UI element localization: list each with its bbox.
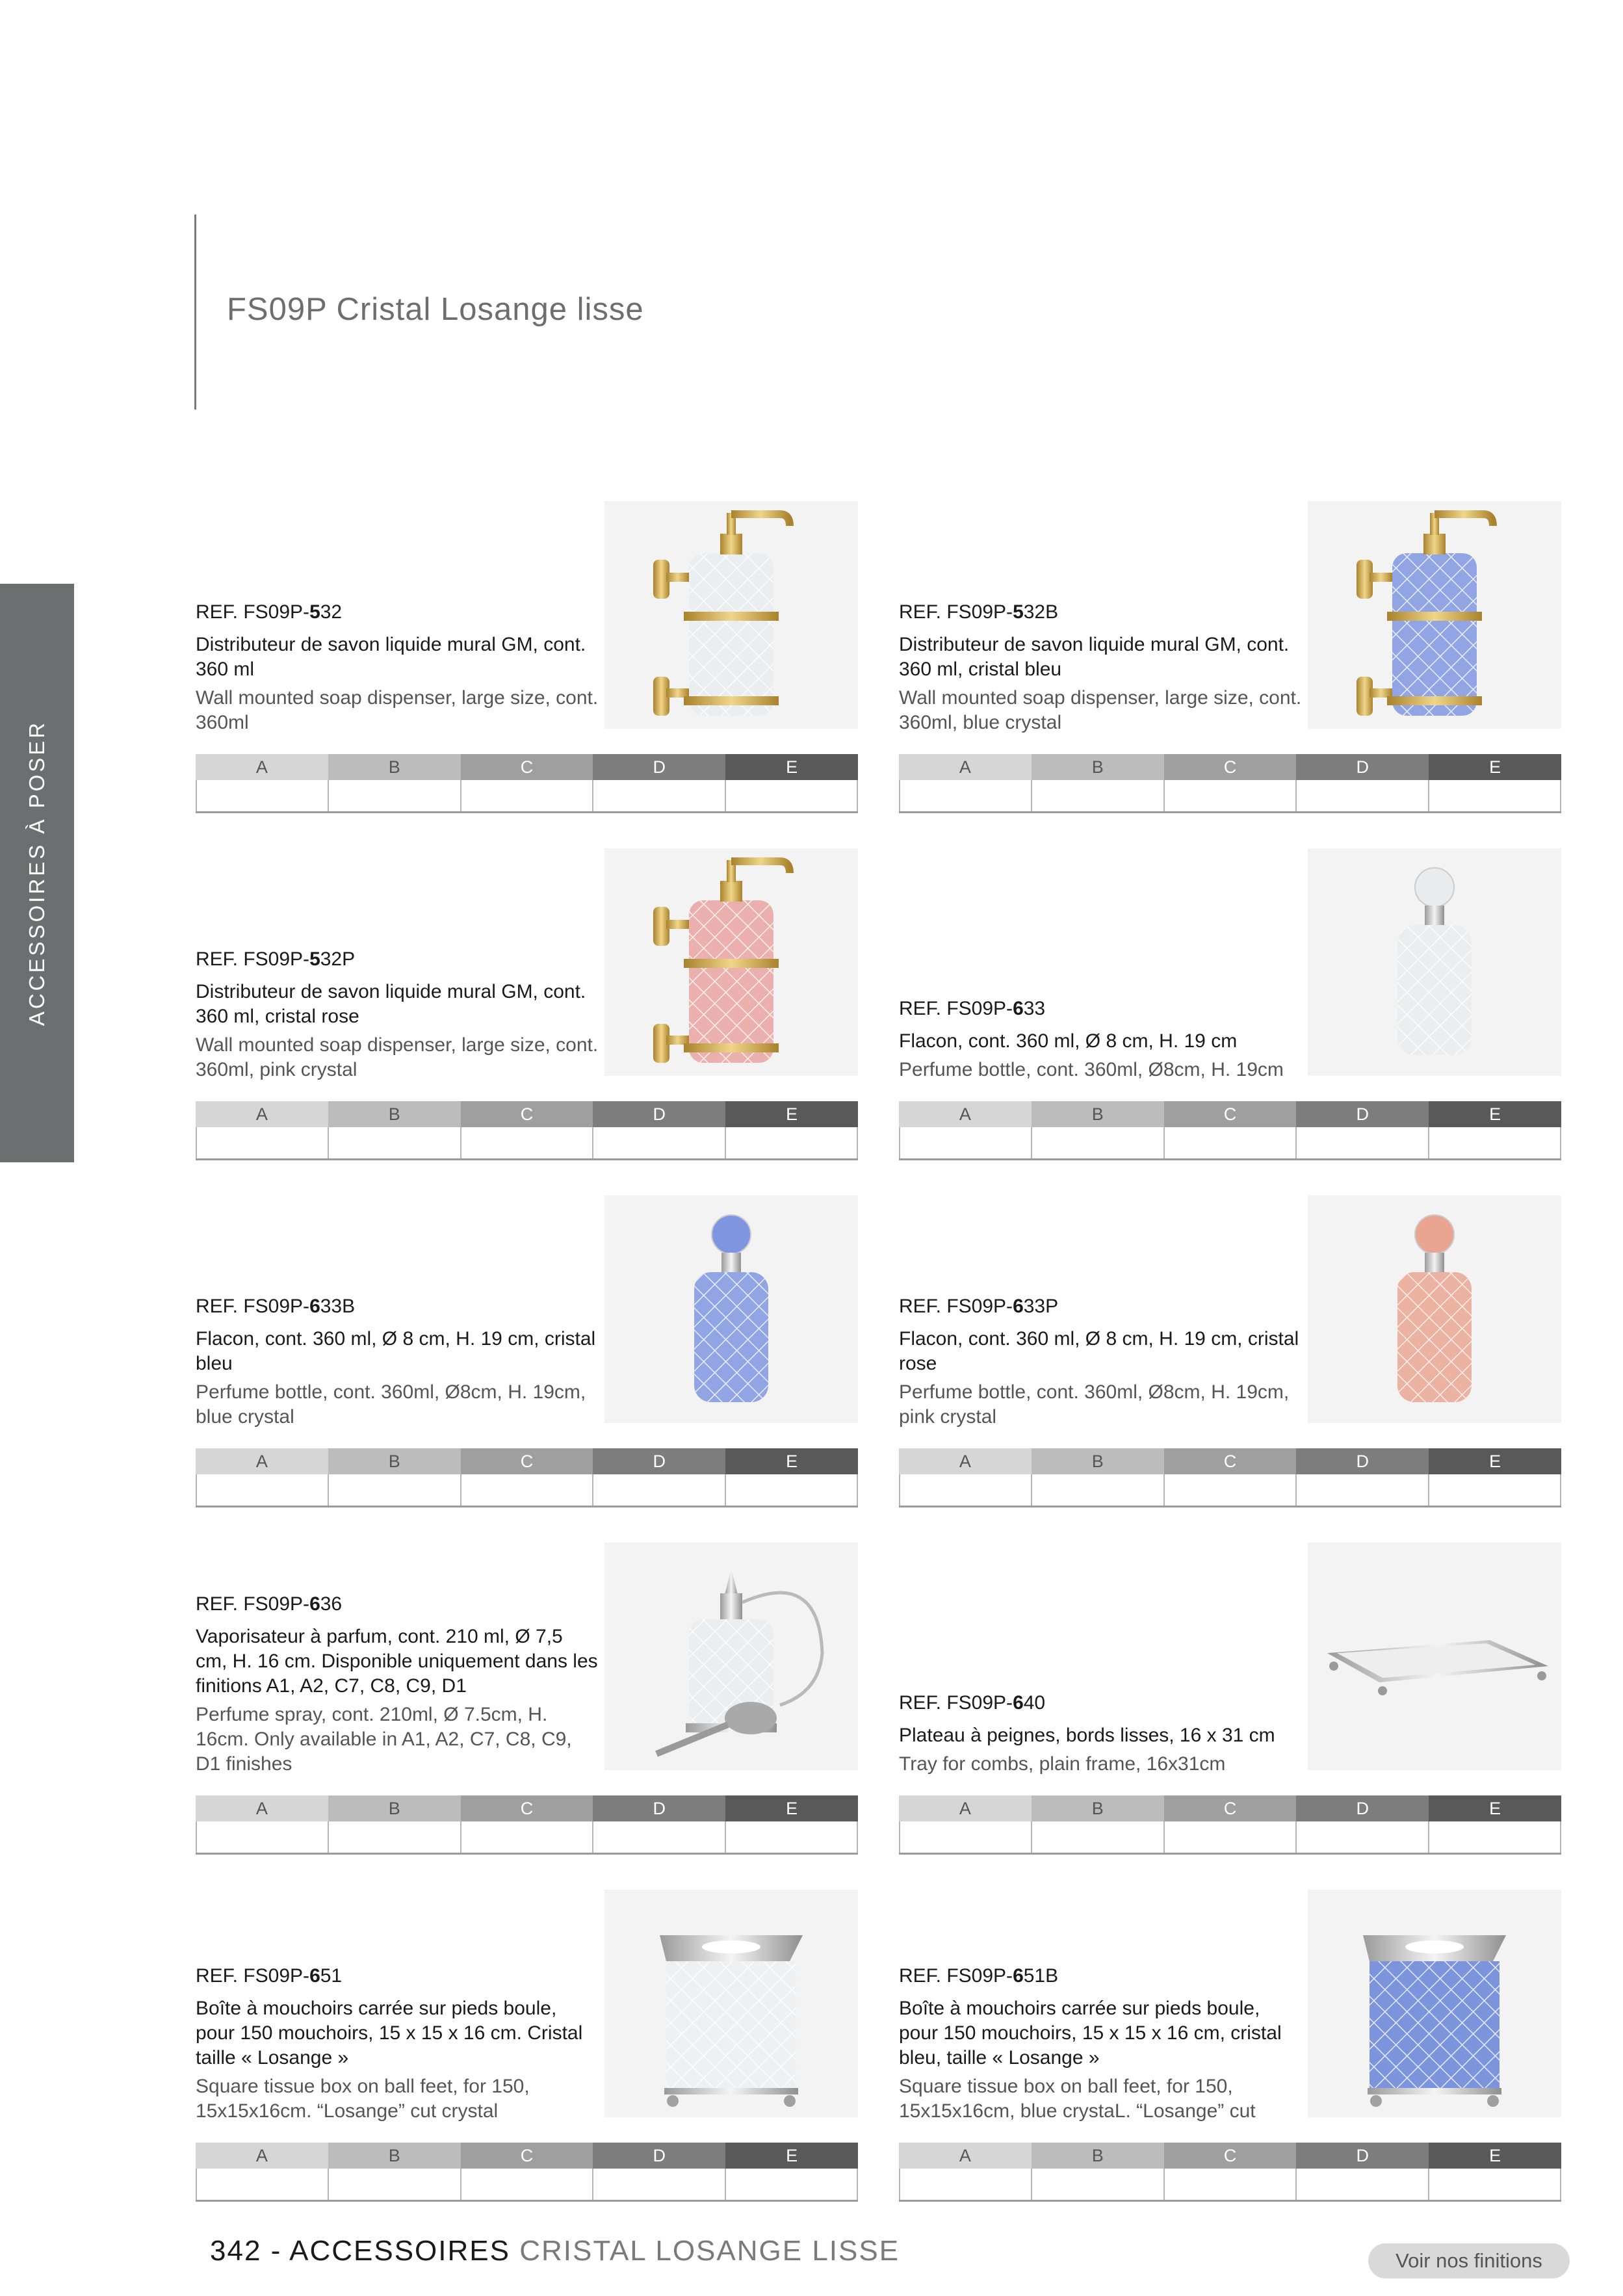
product-description-fr: Flacon, cont. 360 ml, Ø 8 cm, H. 19 cm, cristal rose bbox=[899, 1328, 1299, 1374]
ref-prefix: REF. FS09P- bbox=[196, 1965, 310, 1987]
ref-bold: 5 bbox=[309, 601, 320, 623]
finish-label: E bbox=[1429, 1795, 1561, 1821]
ref-suffix: 33 bbox=[1023, 998, 1046, 1019]
finish-label: A bbox=[899, 1101, 1032, 1127]
product-card bbox=[196, 1195, 858, 1507]
product-ref bbox=[196, 1964, 599, 1989]
finish-cells bbox=[196, 1474, 858, 1506]
ref-prefix: REF. FS09P- bbox=[196, 601, 310, 623]
page-number: 342 bbox=[210, 2235, 262, 2267]
product-text bbox=[899, 1294, 1302, 1429]
finish-label: C bbox=[461, 754, 593, 780]
finish-header bbox=[899, 1448, 1561, 1474]
product-card bbox=[899, 848, 1561, 1160]
finish-header bbox=[899, 1795, 1561, 1821]
finish-cell bbox=[1297, 780, 1429, 811]
finish-header bbox=[899, 1101, 1561, 1127]
ref-suffix: 51 bbox=[320, 1965, 343, 1987]
finish-cell bbox=[726, 1127, 858, 1158]
product-description-en: Square tissue box on ball feet, for 150, 15x15x16cm. “Losange” cut crystal bbox=[196, 2076, 530, 2122]
finish-cell bbox=[1297, 1821, 1429, 1853]
section-tab-label: ACCESSOIRES À POSER bbox=[25, 720, 49, 1026]
product-photo bbox=[604, 1543, 858, 1770]
ref-prefix: REF. FS09P- bbox=[196, 1593, 310, 1615]
product-text bbox=[899, 1964, 1302, 2124]
finish-cell bbox=[1429, 1474, 1561, 1506]
finish-cell bbox=[1032, 1474, 1164, 1506]
product-card bbox=[196, 1890, 858, 2202]
ref-bold: 6 bbox=[1013, 998, 1024, 1019]
product-photo bbox=[1308, 1195, 1561, 1423]
finish-cell bbox=[1297, 1127, 1429, 1158]
finish-cell bbox=[900, 1821, 1032, 1853]
product-description-fr: Distributeur de savon liquide mural GM, cont. 360 ml, cristal bleu bbox=[899, 634, 1290, 680]
finish-cell bbox=[1429, 1127, 1561, 1158]
finish-label: A bbox=[196, 1795, 328, 1821]
finish-cell bbox=[461, 780, 593, 811]
finish-label: E bbox=[1429, 754, 1561, 780]
finish-cell bbox=[900, 780, 1032, 811]
finish-header bbox=[196, 754, 858, 780]
page-title: FS09P Cristal Losange lisse bbox=[227, 292, 644, 327]
finish-label: A bbox=[899, 2143, 1032, 2169]
finish-cell bbox=[900, 1127, 1032, 1158]
finish-header bbox=[899, 2143, 1561, 2169]
finish-cell bbox=[726, 2169, 858, 2200]
finish-cell bbox=[197, 1474, 329, 1506]
finish-table bbox=[899, 1101, 1561, 1160]
finish-label: A bbox=[899, 754, 1032, 780]
finish-label: C bbox=[1164, 1795, 1297, 1821]
finish-cell bbox=[593, 2169, 725, 2200]
finish-cell bbox=[726, 1474, 858, 1506]
product-card bbox=[899, 1543, 1561, 1855]
product-description-fr: Distributeur de savon liquide mural GM, cont. 360 ml bbox=[196, 634, 586, 680]
finish-label: C bbox=[1164, 1448, 1297, 1474]
product-photo bbox=[1308, 1890, 1561, 2117]
product-text bbox=[899, 1691, 1302, 1777]
finish-label: B bbox=[328, 2143, 461, 2169]
finish-cell bbox=[593, 1821, 725, 1853]
product-text bbox=[196, 947, 599, 1082]
product-description-fr: Flacon, cont. 360 ml, Ø 8 cm, H. 19 cm bbox=[899, 1030, 1238, 1052]
finish-cells bbox=[899, 1474, 1561, 1506]
ref-prefix: REF. FS09P- bbox=[899, 998, 1013, 1019]
product-card bbox=[196, 1543, 858, 1855]
page-footer bbox=[210, 2235, 900, 2267]
finish-label: B bbox=[328, 754, 461, 780]
product-card bbox=[196, 501, 858, 813]
finish-cell bbox=[593, 1127, 725, 1158]
product-text bbox=[196, 600, 599, 735]
finish-cell bbox=[461, 1821, 593, 1853]
section-tab bbox=[0, 584, 74, 1162]
finish-label: A bbox=[196, 2143, 328, 2169]
finish-label: D bbox=[593, 1448, 725, 1474]
product-photo bbox=[604, 1890, 858, 2117]
footer-section: ACCESSOIRES bbox=[289, 2235, 510, 2267]
product-card bbox=[899, 501, 1561, 813]
finish-cell bbox=[1165, 1127, 1297, 1158]
ref-bold: 6 bbox=[1013, 1965, 1024, 1987]
finish-label: D bbox=[593, 2143, 725, 2169]
product-description-en: Wall mounted soap dispenser, large size, cont. 360ml, pink crystal bbox=[196, 1034, 599, 1080]
finish-cell bbox=[1429, 780, 1561, 811]
ref-suffix: 32B bbox=[1023, 601, 1059, 623]
product-ref bbox=[899, 600, 1302, 625]
title-rule bbox=[194, 215, 196, 410]
finish-cell bbox=[461, 1474, 593, 1506]
product-description-en: Perfume bottle, cont. 360ml, Ø8cm, H. 19cm bbox=[899, 1059, 1284, 1080]
product-description-en: Square tissue box on ball feet, for 150, 15x15x16cm, blue crystaL. “Losange” cut bbox=[899, 2076, 1256, 2122]
ref-prefix: REF. FS09P- bbox=[899, 1965, 1013, 1987]
footer-subsection: CRISTAL LOSANGE LISSE bbox=[510, 2235, 900, 2267]
ref-suffix: 33B bbox=[320, 1296, 356, 1317]
finish-cell bbox=[1429, 1821, 1561, 1853]
finish-label: D bbox=[1296, 754, 1429, 780]
product-description-fr: Plateau à peignes, bords lisses, 16 x 31 cm bbox=[899, 1725, 1275, 1746]
product-text bbox=[196, 1592, 599, 1777]
finish-label: D bbox=[593, 1101, 725, 1127]
finish-cell bbox=[461, 2169, 593, 2200]
finish-label: B bbox=[1032, 1101, 1164, 1127]
ref-bold: 6 bbox=[1013, 1692, 1024, 1714]
finish-label: A bbox=[899, 1795, 1032, 1821]
finish-cell bbox=[1032, 1821, 1164, 1853]
finish-label: C bbox=[461, 2143, 593, 2169]
product-photo bbox=[1308, 501, 1561, 729]
finish-label: D bbox=[1296, 1795, 1429, 1821]
ref-suffix: 51B bbox=[1023, 1965, 1059, 1987]
finish-table bbox=[899, 754, 1561, 813]
finish-label: A bbox=[196, 754, 328, 780]
product-ref bbox=[899, 1294, 1302, 1319]
view-finishes-button[interactable]: Voir nos finitions bbox=[1368, 2243, 1570, 2278]
ref-bold: 6 bbox=[309, 1593, 320, 1615]
finish-label: D bbox=[593, 754, 725, 780]
finish-cell bbox=[197, 1821, 329, 1853]
finish-label: B bbox=[328, 1795, 461, 1821]
ref-prefix: REF. FS09P- bbox=[196, 1296, 310, 1317]
finish-cell bbox=[329, 1821, 461, 1853]
finish-cell bbox=[1032, 780, 1164, 811]
finish-cell bbox=[1165, 1821, 1297, 1853]
product-ref bbox=[196, 1592, 599, 1617]
ref-prefix: REF. FS09P- bbox=[899, 1296, 1013, 1317]
product-description-fr: Boîte à mouchoirs carrée sur pieds boule, pour 150 mouchoirs, 15 x 15 x 16 cm. Cristal taille « Losange » bbox=[196, 1998, 583, 2068]
ref-suffix: 40 bbox=[1023, 1692, 1046, 1714]
finish-cell bbox=[329, 2169, 461, 2200]
finish-table bbox=[899, 1795, 1561, 1855]
finish-label: C bbox=[461, 1795, 593, 1821]
finish-cells bbox=[899, 1821, 1561, 1853]
product-photo bbox=[604, 848, 858, 1076]
finish-table bbox=[196, 2143, 858, 2202]
finish-label: D bbox=[593, 1795, 725, 1821]
finish-table bbox=[899, 2143, 1561, 2202]
finish-label: A bbox=[196, 1448, 328, 1474]
product-card bbox=[196, 848, 858, 1160]
finish-cell bbox=[1165, 1474, 1297, 1506]
finish-table bbox=[196, 1101, 858, 1160]
product-ref bbox=[899, 1964, 1302, 1989]
finish-label: B bbox=[1032, 754, 1164, 780]
finish-label: B bbox=[1032, 1795, 1164, 1821]
product-ref bbox=[899, 997, 1302, 1021]
finish-cell bbox=[329, 780, 461, 811]
finish-label: D bbox=[1296, 1101, 1429, 1127]
product-description-fr: Boîte à mouchoirs carrée sur pieds boule, pour 150 mouchoirs, 15 x 15 x 16 cm, cristal bleu, taille « Losange » bbox=[899, 1998, 1282, 2068]
finish-label: D bbox=[1296, 2143, 1429, 2169]
product-text bbox=[196, 1964, 599, 2124]
finish-cell bbox=[329, 1127, 461, 1158]
finish-label: B bbox=[328, 1448, 461, 1474]
ref-suffix: 36 bbox=[320, 1593, 343, 1615]
finish-cell bbox=[1165, 780, 1297, 811]
finish-label: B bbox=[328, 1101, 461, 1127]
ref-prefix: REF. FS09P- bbox=[899, 1692, 1013, 1714]
finish-header bbox=[196, 1101, 858, 1127]
product-description-en: Perfume bottle, cont. 360ml, Ø8cm, H. 19cm, blue crystal bbox=[196, 1381, 586, 1428]
finish-label: B bbox=[1032, 2143, 1164, 2169]
finish-cell bbox=[329, 1474, 461, 1506]
finish-cells bbox=[899, 2169, 1561, 2200]
product-ref bbox=[196, 1294, 599, 1319]
finish-label: E bbox=[1429, 2143, 1561, 2169]
product-photo bbox=[1308, 1543, 1561, 1770]
finish-cell bbox=[1429, 2169, 1561, 2200]
finish-cell bbox=[1297, 2169, 1429, 2200]
finish-label: C bbox=[1164, 2143, 1297, 2169]
finish-label: D bbox=[1296, 1448, 1429, 1474]
ref-suffix: 32 bbox=[320, 601, 343, 623]
ref-suffix: 32P bbox=[320, 948, 356, 970]
finish-cell bbox=[1297, 1474, 1429, 1506]
product-description-fr: Vaporisateur à parfum, cont. 210 ml, Ø 7,5 cm, H. 16 cm. Disponible uniquement dans les finitions A1, A2, C7, C8, C9, D1 bbox=[196, 1626, 598, 1697]
product-photo bbox=[1308, 848, 1561, 1076]
product-description-fr: Distributeur de savon liquide mural GM, cont. 360 ml, cristal rose bbox=[196, 981, 586, 1027]
finish-cell bbox=[726, 1821, 858, 1853]
product-description-en: Wall mounted soap dispenser, large size, cont. 360ml bbox=[196, 687, 599, 733]
product-text bbox=[196, 1294, 599, 1429]
finish-header bbox=[899, 754, 1561, 780]
finish-label: E bbox=[1429, 1448, 1561, 1474]
product-ref bbox=[196, 600, 599, 625]
product-description-en: Tray for combs, plain frame, 16x31cm bbox=[899, 1753, 1226, 1775]
product-card bbox=[899, 1890, 1561, 2202]
finish-cell bbox=[461, 1127, 593, 1158]
finish-label: E bbox=[725, 754, 858, 780]
finish-cells bbox=[196, 1127, 858, 1158]
finish-label: A bbox=[899, 1448, 1032, 1474]
finish-cell bbox=[726, 780, 858, 811]
finish-label: C bbox=[461, 1101, 593, 1127]
finish-label: E bbox=[725, 2143, 858, 2169]
finish-label: E bbox=[725, 1448, 858, 1474]
product-card bbox=[899, 1195, 1561, 1507]
ref-bold: 5 bbox=[309, 948, 320, 970]
finish-label: B bbox=[1032, 1448, 1164, 1474]
product-description-en: Perfume spray, cont. 210ml, Ø 7.5cm, H. 16cm. Only available in A1, A2, C7, C8, C9, D1 finishes bbox=[196, 1704, 572, 1775]
finish-header bbox=[196, 1795, 858, 1821]
finish-table bbox=[899, 1448, 1561, 1507]
product-description-fr: Flacon, cont. 360 ml, Ø 8 cm, H. 19 cm, cristal bleu bbox=[196, 1328, 596, 1374]
ref-bold: 6 bbox=[309, 1965, 320, 1987]
product-ref bbox=[899, 1691, 1302, 1715]
finish-header bbox=[196, 2143, 858, 2169]
finish-cells bbox=[196, 2169, 858, 2200]
finish-cell bbox=[1165, 2169, 1297, 2200]
finish-label: E bbox=[1429, 1101, 1561, 1127]
ref-prefix: REF. FS09P- bbox=[196, 948, 310, 970]
finish-table bbox=[196, 1795, 858, 1855]
ref-bold: 6 bbox=[309, 1296, 320, 1317]
finish-label: E bbox=[725, 1101, 858, 1127]
product-ref bbox=[196, 947, 599, 972]
finish-cells bbox=[899, 1127, 1561, 1158]
product-photo bbox=[604, 1195, 858, 1423]
ref-bold: 6 bbox=[1013, 1296, 1024, 1317]
product-text bbox=[899, 997, 1302, 1082]
product-text bbox=[899, 600, 1302, 735]
finish-cell bbox=[593, 780, 725, 811]
product-photo bbox=[604, 501, 858, 729]
finish-cell bbox=[197, 2169, 329, 2200]
finish-label: C bbox=[1164, 754, 1297, 780]
finish-label: E bbox=[725, 1795, 858, 1821]
ref-prefix: REF. FS09P- bbox=[899, 601, 1013, 623]
finish-cells bbox=[196, 1821, 858, 1853]
footer-separator: - bbox=[261, 2235, 290, 2267]
ref-bold: 5 bbox=[1013, 601, 1024, 623]
finish-cells bbox=[196, 780, 858, 811]
finish-cell bbox=[593, 1474, 725, 1506]
finish-cells bbox=[899, 780, 1561, 811]
finish-label: C bbox=[1164, 1101, 1297, 1127]
finish-label: A bbox=[196, 1101, 328, 1127]
finish-label: C bbox=[461, 1448, 593, 1474]
finish-cell bbox=[900, 1474, 1032, 1506]
finish-table bbox=[196, 1448, 858, 1507]
finish-header bbox=[196, 1448, 858, 1474]
ref-suffix: 33P bbox=[1023, 1296, 1059, 1317]
finish-cell bbox=[1032, 2169, 1164, 2200]
product-description-en: Wall mounted soap dispenser, large size, cont. 360ml, blue crystal bbox=[899, 687, 1302, 733]
finish-cell bbox=[197, 1127, 329, 1158]
finish-table bbox=[196, 754, 858, 813]
product-description-en: Perfume bottle, cont. 360ml, Ø8cm, H. 19cm, pink crystal bbox=[899, 1381, 1290, 1428]
finish-cell bbox=[1032, 1127, 1164, 1158]
finish-cell bbox=[197, 780, 329, 811]
finish-cell bbox=[900, 2169, 1032, 2200]
